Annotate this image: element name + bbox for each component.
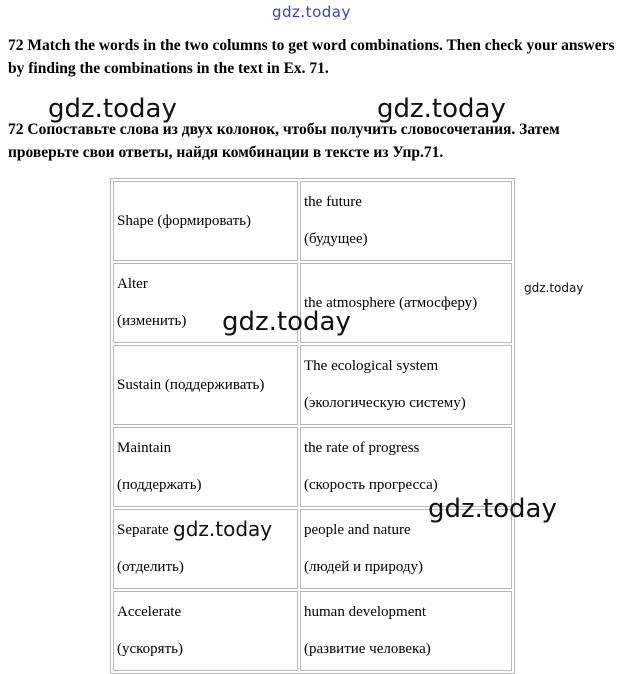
right-word: The ecological system — [304, 358, 439, 374]
watermark: gdz.today — [173, 517, 273, 541]
watermark: gdz.today — [524, 281, 584, 295]
right-cell — [300, 181, 512, 261]
left-translation: (изменить) — [117, 313, 187, 329]
left-word: Alter — [117, 276, 148, 292]
task-russian: 72 Сопоставьте слова из двух колонок, чтобы получить словосочетания. Затем проверьте свои ответы, найдя комбинации в тексте из Упр.71. — [8, 121, 560, 161]
table-row — [113, 345, 512, 425]
matching-table — [110, 178, 515, 674]
watermark: gdz.today — [428, 494, 557, 524]
right-cell — [300, 345, 512, 425]
left-word: Maintain — [117, 440, 172, 456]
left-word: Separate — [117, 522, 169, 538]
table-row — [113, 181, 512, 261]
left-translation: (ускорять) — [117, 641, 183, 657]
task-english: 72 Match the words in the two columns to get word combinations. Then check your answers by finding the combinations in the text in Ex. 71. — [8, 37, 615, 77]
right-translation: (людей и природу) — [304, 559, 424, 575]
left-word: Sustain (поддерживать) — [117, 376, 265, 393]
watermark-top: gdz.today — [272, 3, 351, 21]
left-cell — [113, 427, 298, 507]
watermark: gdz.today — [222, 307, 351, 337]
right-translation: (скорость прогресса) — [304, 477, 438, 493]
right-translation: (экологическую систему) — [304, 395, 466, 411]
right-word: human development — [304, 604, 427, 620]
right-translation: (будущее) — [304, 231, 368, 247]
right-cell — [300, 591, 512, 671]
left-translation: (отделить) — [117, 559, 184, 575]
right-word: the rate of progress — [304, 440, 420, 456]
left-cell — [113, 591, 298, 671]
watermark: gdz.today — [377, 94, 506, 124]
right-translation: (развитие человека) — [304, 641, 431, 657]
left-translation: (поддержать) — [117, 477, 202, 493]
table-row — [113, 591, 512, 671]
right-word: the atmosphere (атмосферу) — [304, 294, 478, 311]
right-word: people and nature — [304, 522, 411, 538]
left-word: Accelerate — [117, 604, 182, 620]
left-word: Shape (формировать) — [117, 212, 251, 229]
left-cell — [113, 345, 298, 425]
right-word: the future — [304, 194, 362, 210]
watermark: gdz.today — [48, 94, 177, 124]
left-cell — [113, 181, 298, 261]
